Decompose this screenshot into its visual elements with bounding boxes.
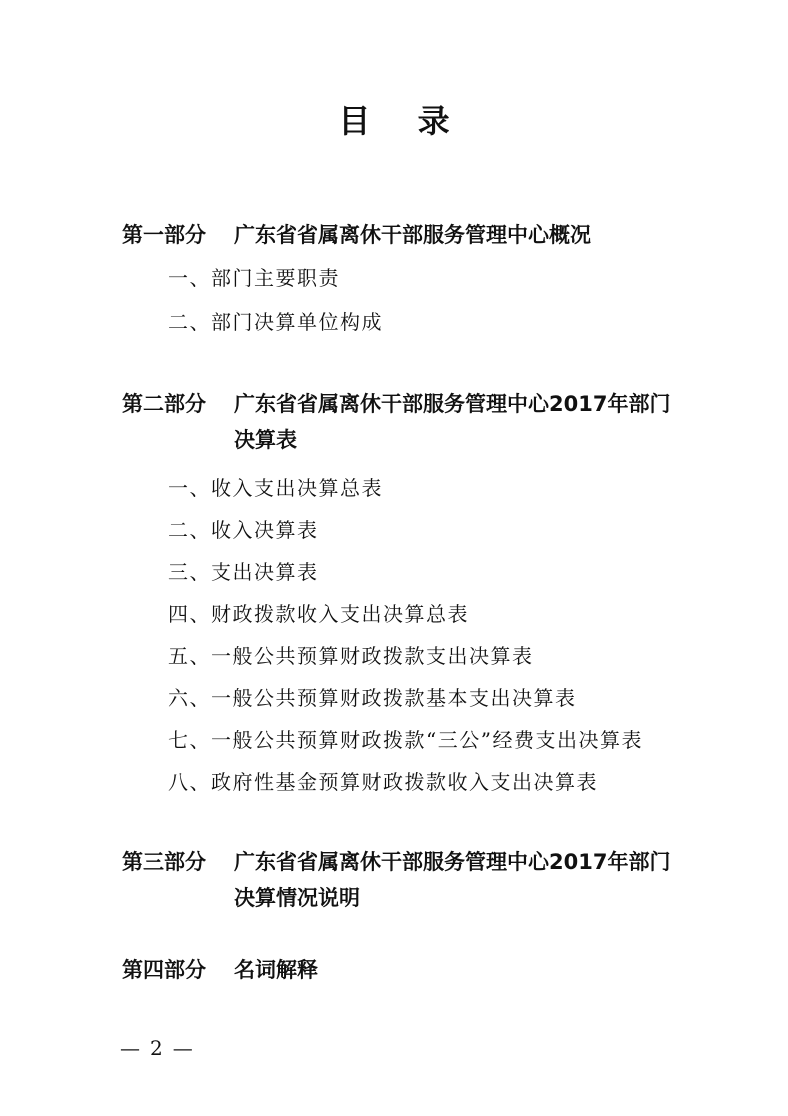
footer-dash-right: —	[172, 1036, 193, 1060]
toc-part-2[interactable]	[122, 386, 682, 458]
toc-item[interactable]: 三、支出决算表	[168, 560, 319, 584]
toc-item[interactable]: 一、部门主要职责	[168, 266, 340, 290]
toc-item[interactable]: 七、一般公共预算财政拨款“三公”经费支出决算表	[168, 728, 643, 752]
toc-part-4[interactable]	[122, 952, 682, 988]
toc-part-3[interactable]	[122, 844, 682, 916]
part-label: 第一部分	[122, 223, 206, 247]
page-number: 2	[150, 1036, 163, 1060]
part-title: 广东省省属离休干部服务管理中心概况	[234, 223, 591, 247]
toc-item[interactable]: 六、一般公共预算财政拨款基本支出决算表	[168, 686, 577, 710]
toc-item[interactable]: 四、财政拨款收入支出决算总表	[168, 602, 469, 626]
toc-item[interactable]: 八、政府性基金预算财政拨款收入支出决算表	[168, 770, 598, 794]
part-title: 广东省省属离休干部服务管理中心2017年部门决算表	[234, 392, 671, 452]
part-label: 第三部分	[122, 850, 206, 874]
part-label: 第二部分	[122, 392, 206, 416]
part-title: 广东省省属离休干部服务管理中心2017年部门决算情况说明	[234, 850, 671, 910]
toc-item[interactable]: 一、收入支出决算总表	[168, 476, 383, 500]
page-footer	[120, 1036, 193, 1060]
toc-item[interactable]: 五、一般公共预算财政拨款支出决算表	[168, 644, 534, 668]
part-title: 名词解释	[234, 958, 318, 982]
part-label: 第四部分	[122, 958, 206, 982]
page-title: 目 录	[338, 102, 468, 140]
toc-part-1[interactable]	[122, 217, 682, 253]
toc-item[interactable]: 二、收入决算表	[168, 518, 319, 542]
footer-dash-left: —	[120, 1036, 140, 1060]
toc-item[interactable]: 二、部门决算单位构成	[168, 310, 383, 334]
